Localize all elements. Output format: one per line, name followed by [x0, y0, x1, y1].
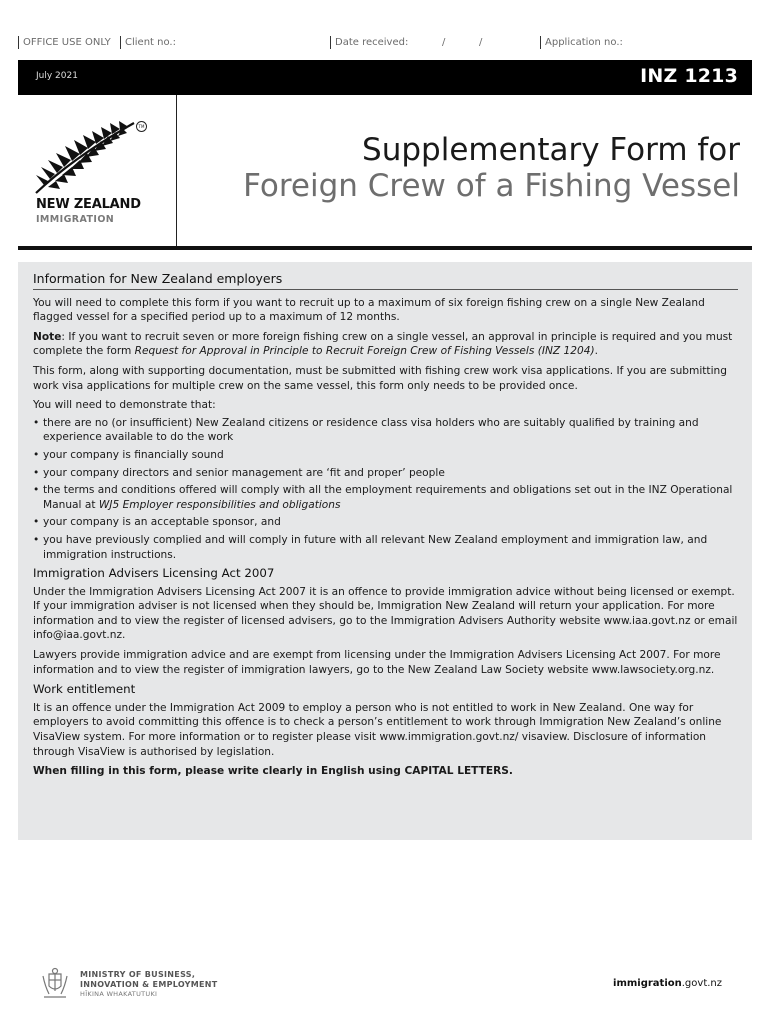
logo-line-new-zealand: NEW ZEALAND	[36, 197, 141, 212]
mbie-logo	[38, 966, 238, 1006]
form-title-line1: Supplementary Form for	[362, 132, 740, 168]
nz-immigration-logo	[18, 95, 177, 247]
note-form-reference: Request for Approval in Principle to Recruit Foreign Crew of Fishing Vessels (INZ 1204)	[134, 345, 595, 358]
date-slash-1: /	[442, 37, 446, 48]
info-paragraph-4: You will need to demonstrate that:	[33, 399, 216, 412]
trademark-icon: TM	[136, 121, 147, 132]
requirements-list	[33, 416, 738, 562]
silver-fern-icon	[34, 117, 142, 195]
list-item: • you have previously complied and will comply in future with all relevant New Zealand employment and immigration law, and immigration instructions.	[33, 533, 738, 562]
advisers-paragraph-2: Lawyers provide immigration advice and are exempt from licensing under the Immigration Advisers Licensing Act 2007. For more information and to view the register of immigration lawyers, go to the New Zealand Law Society website www.lawsociety.org.nz.	[33, 649, 721, 676]
client-no-field[interactable]: Client no.:	[120, 36, 176, 49]
info-paragraph-1: You will need to complete this form if you want to recruit up to a maximum of six foreign fishing crew on a single New Zealand flagged vessel for a specified period up to a maximum of 12 months.	[33, 296, 705, 324]
work-entitlement-paragraph: It is an offence under the Immigration Act 2009 to employ a person who is not entitled to work in New Zealand. One way for employers to avoid committing this offence is to check a person’s entitlement to work through Immigration New Zealand’s online VisaView system. For more information or to register please visit www.immigration.govt.nz/ visaview. Disclosure of information through VisaView is authorised by legislation.	[33, 701, 722, 758]
website-link[interactable]	[613, 978, 722, 989]
date-slash-2: /	[479, 37, 483, 48]
list-item-text: the terms and conditions offered will comply with all the employment requirements and obligations set out in the INZ Operational Manual at	[43, 484, 733, 511]
list-item: • your company directors and senior management are ‘fit and proper’ people	[33, 466, 738, 481]
header-band	[18, 60, 752, 95]
form-title-line2: Foreign Crew of a Fishing Vessel	[243, 168, 740, 204]
info-paragraph-3: This form, along with supporting documentation, must be submitted with fishing crew work visa applications. If you are submitting work visa applications for multiple crew on the same vessel, this form only needs to be provided once.	[33, 364, 727, 392]
advisers-heading: Immigration Advisers Licensing Act 2007	[33, 566, 275, 581]
note-label: Note	[33, 330, 62, 343]
info-heading: Information for New Zealand employers	[33, 272, 738, 290]
website-link-bold: immigration	[613, 978, 682, 989]
list-item	[33, 483, 738, 512]
work-entitlement-heading: Work entitlement	[33, 682, 136, 697]
office-use-label: OFFICE USE ONLY	[18, 36, 111, 49]
list-item: • your company is financially sound	[33, 448, 738, 463]
application-no-field[interactable]: Application no.:	[540, 36, 623, 49]
note-text-a: : If you want to recruit seven or more foreign fishing crew on a single vessel, an approval in principle is required and you must complete the form	[33, 330, 733, 358]
logo-line-immigration: IMMIGRATION	[36, 214, 115, 225]
employer-info-panel	[18, 262, 752, 840]
website-link-domain: .govt.nz	[681, 978, 722, 989]
office-use-strip	[18, 36, 758, 52]
list-item: • there are no (or insufficient) New Zealand citizens or residence class visa holders who are suitably qualified by training and experience available to do the work	[33, 416, 738, 445]
form-code: INZ 1213	[640, 65, 738, 87]
note-text-b: .	[594, 345, 598, 358]
form-date: July 2021	[36, 71, 78, 81]
capital-letters-note: When filling in this form, please write clearly in English using CAPITAL LETTERS.	[33, 765, 513, 778]
advisers-paragraph-1: Under the Immigration Advisers Licensing Act 2007 it is an offence to provide immigration advice without being licensed or exempt. If your immigration adviser is not licensed when they should be, Immigration New Zealand will return your application. For more information and to view the register of licensed advisers, go to the Immigration Advisers Authority website www.iaa.govt.nz or email info@iaa.govt.nz.	[33, 585, 738, 642]
date-received-field[interactable]: Date received:	[330, 36, 408, 49]
mbie-line-3: HĪKINA WHAKATUTUKI	[80, 990, 158, 998]
mbie-line-2: INNOVATION & EMPLOYMENT	[80, 980, 218, 989]
operational-manual-reference: WJ5 Employer responsibilities and obligations	[98, 498, 341, 511]
info-note	[33, 330, 738, 359]
nz-coat-of-arms-icon	[38, 966, 72, 1000]
list-item: • your company is an acceptable sponsor, and	[33, 515, 738, 530]
mbie-line-1: MINISTRY OF BUSINESS,	[80, 970, 196, 979]
header-divider	[18, 246, 752, 250]
